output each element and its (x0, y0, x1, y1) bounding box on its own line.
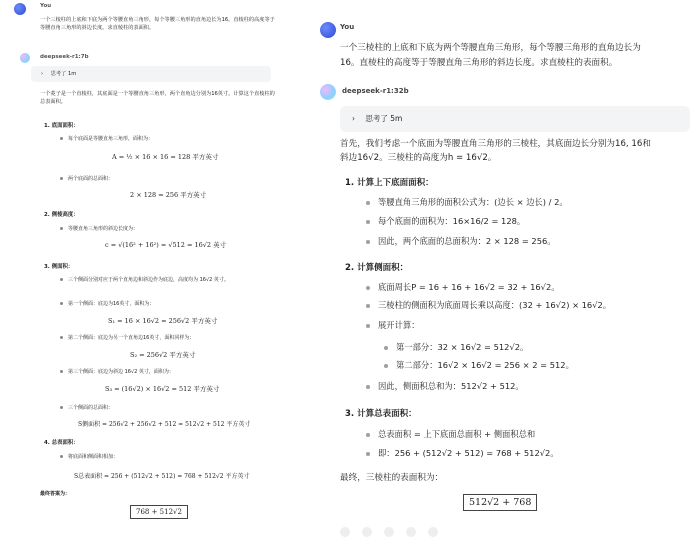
list-item: 每个底面是等腰直角三角形，面积为： (60, 135, 153, 142)
list-item: 第一个侧面：底边为16英寸，面积为： (60, 300, 154, 307)
section-title: 3. 侧面积： (44, 264, 74, 270)
thinking-label: 思考了 5m (365, 114, 403, 123)
list-item: 即：256 + (512√2 + 512) = 768 + 512√2。 (366, 447, 559, 459)
list-item: 三棱柱的侧面积为底面周长乘以高度：(32 + 16√2) × 16√2。 (366, 299, 611, 311)
intro-line: 首先，我们考虑一个底面为等腰直角三角形的三棱柱，其底面边长分别为16, 16和 (340, 139, 651, 149)
list-item: 展开计算： (366, 319, 420, 331)
user-avatar (320, 22, 336, 38)
list-item: 每个底面的面积为：16×16/2 = 128。 (366, 215, 525, 227)
list-item: 总表面积 = 上下底面总面积 + 侧面积总和 (366, 428, 535, 440)
user-question-line: 一个三棱柱的上底和下底为两个等腰直角三角形，每个等腰三角形的直角边长为 (340, 43, 641, 53)
equation: A = ½ × 16 × 16 = 128 平方英寸 (112, 153, 219, 161)
bot-name: deepseek-r1:7b (40, 54, 89, 60)
left-conversation-panel (0, 0, 300, 540)
scroll-indicator-dot (428, 527, 438, 537)
user-name: You (40, 3, 52, 9)
chevron-right-icon: › (41, 71, 44, 77)
bot-avatar (320, 84, 336, 100)
equation: 2 × 128 = 256 平方英寸 (130, 191, 207, 199)
user-question-line: 16。直棱柱的高度等于等腰直角三角形的斜边长度。求直棱柱的表面积。 (340, 58, 618, 68)
bot-avatar (20, 53, 30, 63)
thinking-toggle[interactable] (31, 66, 271, 82)
sub-list-item: 第一部分：32 × 16√2 = 512√2。 (384, 341, 528, 353)
user-avatar (14, 3, 26, 15)
list-item: 三个侧面的总面积： (60, 404, 113, 411)
section-title: 2. 计算侧面积： (345, 263, 409, 273)
sub-list-item: 第二部分：16√2 × 16√2 = 256 × 2 = 512。 (384, 359, 574, 371)
bot-name: deepseek-r1:32b (342, 87, 409, 95)
scroll-indicator-dot (362, 527, 372, 537)
list-item: 两个底面的总面积： (60, 175, 113, 182)
user-question: 一个三棱柱的上底和下底为两个等腰直角三角形，每个等腰三角形的直角边长为16。直棱柱的高度等于等腰直角三角形的斜边长度。求直棱柱的表面积。 (40, 17, 275, 31)
section-title: 1. 底面面积： (44, 123, 79, 129)
list-item: 第二个侧面：底边为另一个直角边16英寸，面积同样为： (60, 334, 194, 341)
scroll-indicator-dot (340, 527, 350, 537)
section-title: 3. 计算总表面积： (345, 409, 417, 419)
chevron-right-icon: › (352, 114, 355, 123)
scroll-indicator-dot (406, 527, 416, 537)
final-answer-box: 512√2 + 768 (463, 494, 537, 511)
list-item: 因此，两个底面的总面积为：2 × 128 = 256。 (366, 235, 556, 247)
list-item: 将底面和侧面积相加： (60, 453, 118, 460)
equation: S₂ = 256√2 平方英寸 (130, 351, 196, 359)
equation: S₁ = 16 × 16√2 = 256√2 平方英寸 (108, 317, 218, 325)
equation: S侧面积 = 256√2 + 256√2 + 512 = 512√2 + 512 平方英寸 (78, 421, 251, 428)
list-item: 等腰直角三角形的斜边长度为： (60, 225, 138, 232)
final-answer-label: 最终答案为： (40, 491, 71, 497)
list-item: 等腰直角三角形的面积公式为：(边长 × 边长) / 2。 (366, 196, 568, 208)
user-name: You (340, 23, 355, 31)
section-title: 1. 计算上下底面面积： (345, 178, 434, 188)
equation: c = √(16² + 16²) = √512 = 16√2 英寸 (105, 241, 227, 249)
scroll-indicator-dot (384, 527, 394, 537)
equation: S₃ = (16√2) × 16√2 = 512 平方英寸 (105, 385, 220, 393)
section-title: 4. 总表面积： (44, 440, 79, 446)
section-title: 2. 侧棱高度： (44, 212, 79, 218)
final-answer-box: 768 + 512√2 (130, 505, 188, 519)
equation: S总表面积 = 256 + (512√2 + 512) = 768 + 512√2 平方英寸 (74, 473, 250, 480)
final-answer-label: 最终，三棱柱的表面积为： (340, 473, 444, 483)
list-item: 因此，侧面积总和为：512√2 + 512。 (366, 380, 524, 392)
intro-text: 一个菱子是一个直棱柱，其底面是一个等腰直角三角形，两个直角边分别为16英寸。计算这个直棱柱的总表面积。 (40, 91, 275, 105)
thinking-label: 思考了 1m (50, 71, 77, 77)
thinking-toggle[interactable] (340, 106, 690, 132)
intro-line: 斜边16√2。三棱柱的高度为h = 16√2。 (340, 153, 497, 163)
list-item: 三个侧面分别对应于两个直角边和斜边作为底边，高度均为 16√2 英寸。 (60, 276, 280, 284)
list-item: 底面周长P = 16 + 16 + 16√2 = 32 + 16√2。 (366, 281, 560, 293)
list-item: 第三个侧面：底边为斜边 16√2 英寸，面积为： (60, 368, 174, 375)
